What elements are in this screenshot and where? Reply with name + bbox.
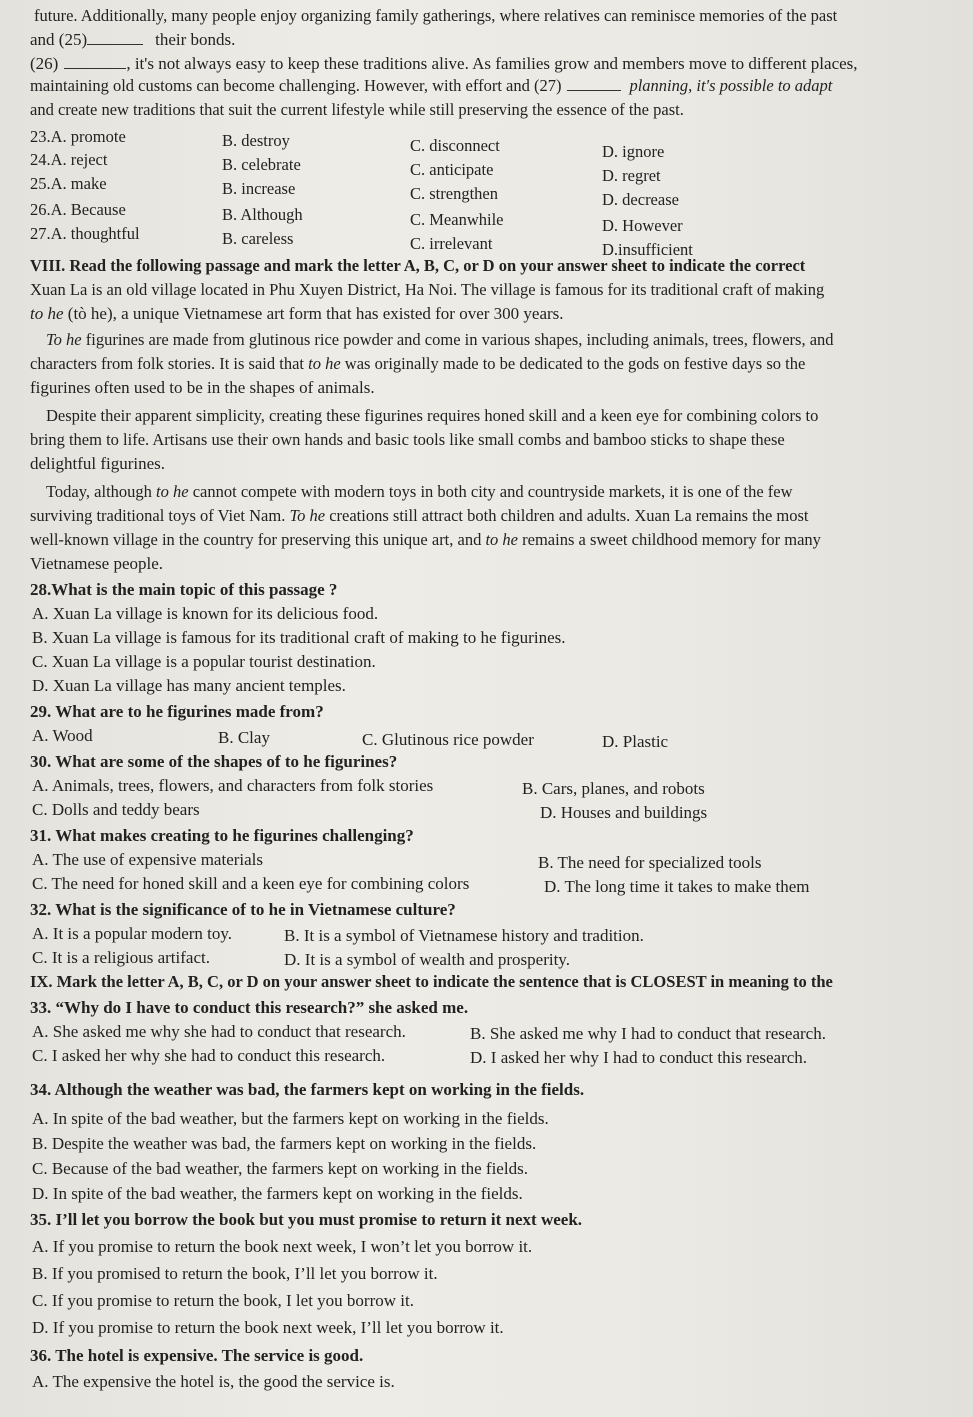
q33-option-a[interactable]: A. She asked me why she had to conduct that research. xyxy=(32,1022,406,1041)
q28-option-b[interactable]: B. Xuan La village is famous for its traditional craft of making to he figurines. xyxy=(32,628,566,647)
q26-option-d[interactable]: D. However xyxy=(602,216,683,235)
q35-option-a[interactable]: A. If you promise to return the book next week, I won’t let you borrow it. xyxy=(32,1237,533,1256)
q27-option-d[interactable]: D.insufficient xyxy=(602,240,693,259)
q33-option-d[interactable]: D. I asked her why I had to conduct this research. xyxy=(470,1048,808,1067)
q35-option-d[interactable]: D. If you promise to return the book next week, I’ll let you borrow it. xyxy=(32,1318,504,1337)
passage-text: (tò he), a unique Vietnamese art form that has existed for over 300 years. xyxy=(63,304,564,323)
q25-option-c[interactable]: C. strengthen xyxy=(410,184,498,203)
passage-text: cannot compete with modern toys in both city and countryside markets, it is one of the few xyxy=(188,482,793,501)
to-he-term: To he xyxy=(289,506,326,525)
q25-option-d[interactable]: D. decrease xyxy=(602,190,679,209)
q33-option-c[interactable]: C. I asked her why she had to conduct this research. xyxy=(32,1046,386,1065)
q29-stem: 29. What are to he figurines made from? xyxy=(30,702,324,721)
q27-option-a[interactable]: 27.A. thoughtful xyxy=(30,224,140,243)
passage-text: characters from folk stories. It is said that xyxy=(30,354,309,373)
q29-option-c[interactable]: C. Glutinous rice powder xyxy=(362,730,534,749)
blank-25-label: and (25) xyxy=(30,30,88,49)
passage-line: bring them to life. Artisans use their own hands and basic tools like small combs and bamboo sticks to shape these xyxy=(30,430,785,449)
passage-line xyxy=(30,506,809,526)
passage-line xyxy=(30,530,821,550)
q31-option-a[interactable]: A. The use of expensive materials xyxy=(32,850,264,869)
section-8-heading: VIII. Read the following passage and mark the letter A, B, C, or D on your answer sheet to indicate the correct xyxy=(30,256,806,275)
passage-line xyxy=(46,330,834,350)
passage-text: creations still attract both children and adults. Xuan La remains the most xyxy=(325,506,809,525)
cloze-line-4-head: maintaining old customs can become challenging. However, with effort and (27) xyxy=(30,76,562,95)
q31-option-c[interactable]: C. The need for honed skill and a keen eye for combining colors xyxy=(32,874,470,893)
to-he-term: to he xyxy=(485,530,519,549)
q23-option-d[interactable]: D. ignore xyxy=(602,142,665,161)
q31-option-d[interactable]: D. The long time it takes to make them xyxy=(544,877,810,896)
passage-text: surviving traditional toys of Viet Nam. xyxy=(30,506,290,525)
q35-option-c[interactable]: C. If you promise to return the book, I let you borrow it. xyxy=(32,1291,414,1310)
passage-text: figurines are made from glutinous rice powder and come in various shapes, including animals, trees, flowers, and xyxy=(81,330,834,349)
q28-stem: 28.What is the main topic of this passage ? xyxy=(30,580,338,599)
q34-option-d[interactable]: D. In spite of the bad weather, the farmers kept on working in the fields. xyxy=(32,1184,523,1203)
q35-option-b[interactable]: B. If you promised to return the book, I’ll let you borrow it. xyxy=(32,1264,438,1283)
q33-stem: 33. “Why do I have to conduct this research?” she asked me. xyxy=(30,998,469,1017)
passage-line: Despite their apparent simplicity, creating these figurines requires honed skill and a keen eye for combining colors to xyxy=(46,406,819,425)
q25-option-a[interactable]: 25.A. make xyxy=(30,174,107,193)
q26-option-c[interactable]: C. Meanwhile xyxy=(410,210,504,229)
q24-option-a[interactable]: 24.A. reject xyxy=(30,150,108,169)
q33-option-b[interactable]: B. She asked me why I had to conduct that research. xyxy=(470,1024,826,1043)
cloze-line-3-tail: , it's not always easy to keep these traditions alive. As families grow and members move to different places, xyxy=(126,54,858,73)
to-he-term: to he xyxy=(156,482,189,501)
q30-option-d[interactable]: D. Houses and buildings xyxy=(540,803,708,822)
q34-option-a[interactable]: A. In spite of the bad weather, but the farmers kept on working in the fields. xyxy=(32,1109,549,1128)
q32-option-b[interactable]: B. It is a symbol of Vietnamese history and tradition. xyxy=(284,926,644,945)
q24-option-d[interactable]: D. regret xyxy=(602,166,661,185)
cloze-line-5: and create new traditions that suit the current lifestyle while still preserving the essence of the past. xyxy=(30,100,684,119)
q30-option-b[interactable]: B. Cars, planes, and robots xyxy=(522,779,705,798)
q32-stem: 32. What is the significance of to he in Vietnamese culture? xyxy=(30,900,456,919)
q31-option-b[interactable]: B. The need for specialized tools xyxy=(538,853,762,872)
blank-26-label: (26) xyxy=(30,54,59,73)
q24-option-b[interactable]: B. celebrate xyxy=(222,155,301,174)
passage-text: remains a sweet childhood memory for many xyxy=(518,530,821,549)
cloze-line-4-tail: planning, it's possible to adapt xyxy=(629,76,833,95)
q29-option-a[interactable]: A. Wood xyxy=(32,726,93,745)
blank-25[interactable] xyxy=(87,30,143,45)
q28-option-c[interactable]: C. Xuan La village is a popular tourist destination. xyxy=(32,652,376,671)
q32-option-c[interactable]: C. It is a religious artifact. xyxy=(32,948,210,967)
q36-option-a[interactable]: A. The expensive the hotel is, the good the service is. xyxy=(32,1372,395,1391)
q25-option-b[interactable]: B. increase xyxy=(222,179,296,198)
q23-option-c[interactable]: C. disconnect xyxy=(410,136,500,155)
cloze-line-2-tail: their bonds. xyxy=(155,30,236,49)
section-9-heading: IX. Mark the letter A, B, C, or D on your answer sheet to indicate the sentence that is CLOSEST in meaning to the xyxy=(30,972,833,991)
cloze-line-1: future. Additionally, many people enjoy organizing family gatherings, where relatives can reminisce memories of the past xyxy=(34,6,838,25)
passage-line xyxy=(30,354,805,374)
q29-option-b[interactable]: B. Clay xyxy=(218,728,270,747)
passage-text: was originally made to be dedicated to the gods on festive days so the xyxy=(340,354,806,373)
passage-text: Today, although xyxy=(46,482,157,501)
blank-27[interactable] xyxy=(567,76,621,91)
q27-option-b[interactable]: B. careless xyxy=(222,229,294,248)
q36-stem: 36. The hotel is expensive. The service is good. xyxy=(30,1346,364,1365)
q28-option-a[interactable]: A. Xuan La village is known for its delicious food. xyxy=(32,604,379,623)
cloze-line-4 xyxy=(30,76,832,96)
q28-option-d[interactable]: D. Xuan La village has many ancient temples. xyxy=(32,676,346,695)
q30-stem: 30. What are some of the shapes of to he figurines? xyxy=(30,752,398,771)
q30-option-a[interactable]: A. Animals, trees, flowers, and characters from folk stories xyxy=(32,776,434,795)
q32-option-d[interactable]: D. It is a symbol of wealth and prosperity. xyxy=(284,950,570,969)
q31-stem: 31. What makes creating to he figurines challenging? xyxy=(30,826,414,845)
passage-line: Xuan La is an old village located in Phu Xuyen District, Ha Noi. The village is famous for its traditional craft of making xyxy=(30,280,825,299)
to-he-term: to he xyxy=(30,304,64,323)
passage-line xyxy=(30,304,564,324)
q26-option-a[interactable]: 26.A. Because xyxy=(30,200,126,219)
q34-stem: 34. Although the weather was bad, the farmers kept on working in the fields. xyxy=(30,1080,585,1099)
q34-option-b[interactable]: B. Despite the weather was bad, the farmers kept on working in the fields. xyxy=(32,1134,537,1153)
passage-text: well-known village in the country for preserving this unique art, and xyxy=(30,530,486,549)
passage-line: Vietnamese people. xyxy=(30,554,164,573)
q34-option-c[interactable]: C. Because of the bad weather, the farmers kept on working in the fields. xyxy=(32,1159,528,1178)
cloze-line-3 xyxy=(30,54,858,74)
q29-option-d[interactable]: D. Plastic xyxy=(602,732,669,751)
q24-option-c[interactable]: C. anticipate xyxy=(410,160,494,179)
blank-26[interactable] xyxy=(64,54,126,69)
to-he-term: to he xyxy=(308,354,341,373)
passage-line xyxy=(46,482,793,502)
q23-option-a[interactable]: 23.A. promote xyxy=(30,127,126,146)
q35-stem: 35. I’ll let you borrow the book but you must promise to return it next week. xyxy=(30,1210,583,1229)
cloze-line-2 xyxy=(30,30,235,50)
q27-option-c[interactable]: C. irrelevant xyxy=(410,234,493,253)
passage-line: delightful figurines. xyxy=(30,454,166,473)
to-he-term: To he xyxy=(46,330,82,349)
q30-option-c[interactable]: C. Dolls and teddy bears xyxy=(32,800,200,819)
q26-option-b[interactable]: B. Although xyxy=(222,205,303,224)
passage-line: figurines often used to be in the shapes of animals. xyxy=(30,378,375,397)
q23-option-b[interactable]: B. destroy xyxy=(222,131,290,150)
q32-option-a[interactable]: A. It is a popular modern toy. xyxy=(32,924,233,943)
